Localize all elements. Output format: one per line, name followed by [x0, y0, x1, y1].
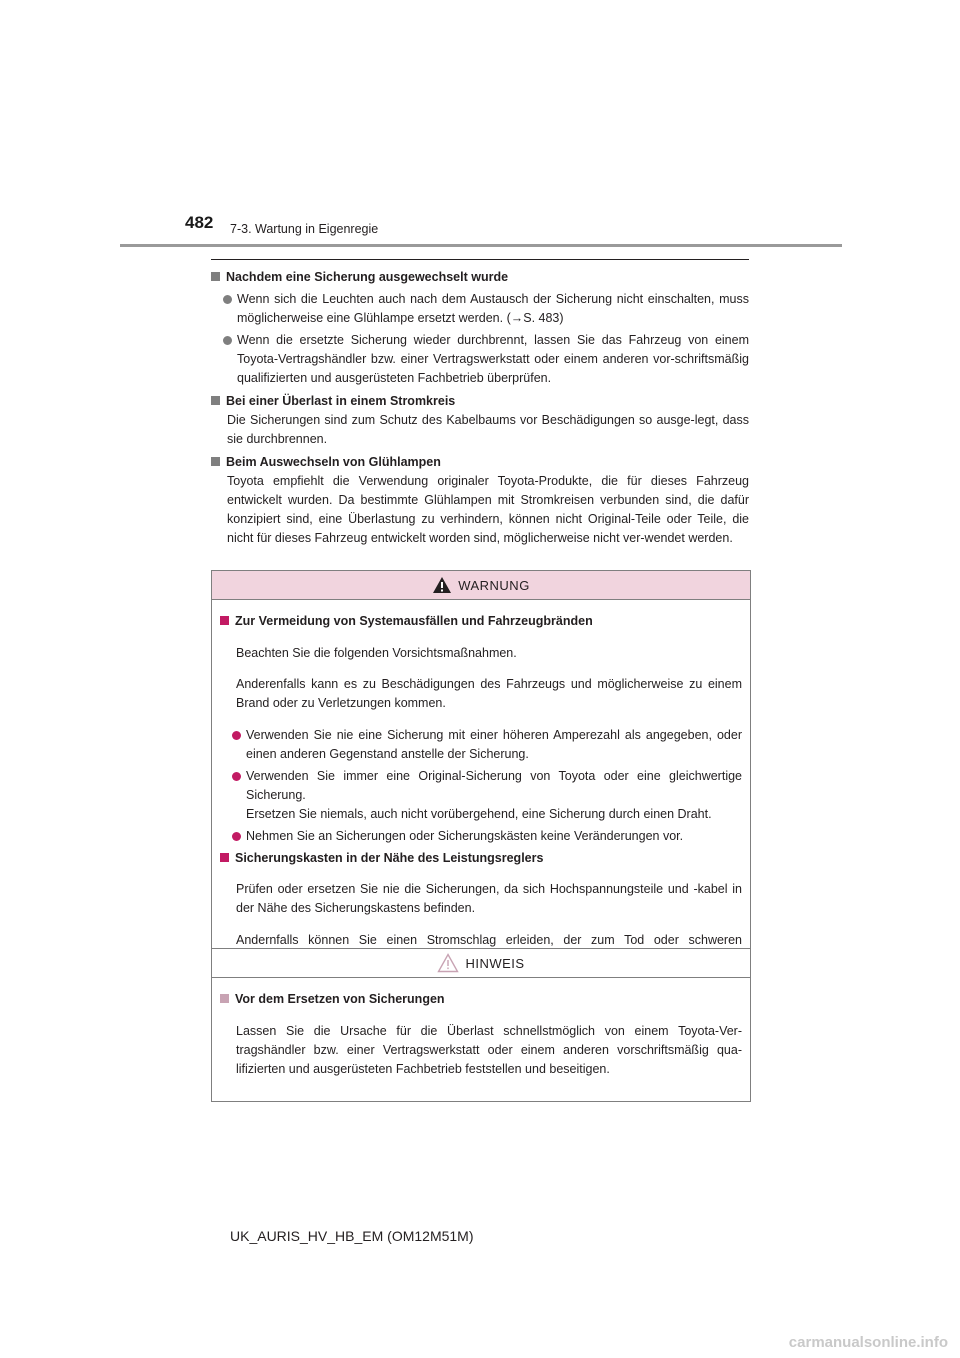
- square-bullet-icon: [211, 272, 220, 281]
- round-bullet-icon: [232, 731, 241, 740]
- square-bullet-icon: [220, 853, 229, 862]
- warning-body: [212, 600, 750, 991]
- section-heading: Bei einer Überlast in einem Stromkreis: [211, 392, 749, 411]
- warning-box: [211, 570, 751, 992]
- main-content: [211, 268, 749, 552]
- square-bullet-icon: [220, 616, 229, 625]
- header-rule: [120, 244, 842, 247]
- round-bullet-icon: [223, 295, 232, 304]
- section-text: Toyota empfiehlt die Verwendung originaler Toyota-Produkte, die für dieses Fahrzeug entwickelt wurden. Da bestimmte Glühlampen mit Stromkreisen verbunden sind, die dafür konzipiert sind, eine Überlastung zu verhindern, können nicht Original-Teile oder Teile, die nicht für dieses Fahrzeug entwickelt worden sind, möglicherweise nicht ver-wendet werden.: [227, 474, 749, 545]
- notice-box: [211, 948, 751, 1102]
- section-text: Die Sicherungen sind zum Schutz des Kabelbaums vor Beschädigungen so ausge-legt, dass sie durchbrennen.: [227, 413, 749, 446]
- warning-heading: Zur Vermeidung von Systemausfällen und Fahrzeugbränden: [220, 612, 742, 631]
- warning-triangle-icon: [432, 576, 452, 594]
- list-item: Wenn die ersetzte Sicherung wieder durchbrennt, lassen Sie das Fahrzeug von einem Toyota-Vertragshändler bzw. einer Vertragswerkstatt oder einem anderen vor-schriftsmäßig qualifizierten und ausgerüsteten Fachbetrieb überprüfen.: [211, 331, 749, 388]
- section-heading: Nachdem eine Sicherung ausgewechselt wurde: [211, 268, 749, 287]
- warning-text: Andernfalls können Sie einen Stromschlag erleiden, der zum Tod oder schweren: [236, 932, 742, 947]
- watermark: carmanualsonline.info: [788, 1334, 948, 1351]
- round-bullet-icon: [232, 832, 241, 841]
- warning-header: [212, 571, 750, 600]
- notice-body: [212, 978, 750, 1101]
- section-fuse-replaced: [211, 268, 749, 388]
- list-item: Verwenden Sie nie eine Sicherung mit einer höheren Amperezahl als angegeben, oder einen anderen Gegenstand anstelle der Sicherung.: [220, 726, 742, 764]
- square-bullet-icon: [220, 994, 229, 1003]
- caution-triangle-icon: [437, 953, 459, 973]
- section-bulbs: [211, 453, 749, 548]
- list-item: Verwenden Sie immer eine Original-Sicherung von Toyota oder eine gleichwertige Sicherung. Ersetzen Sie niemals, auch nicht vorübergehend, eine Sicherung durch einen Draht.: [220, 767, 742, 824]
- footer-code: UK_AURIS_HV_HB_EM (OM12M51M): [230, 1228, 474, 1244]
- list-item: Nehmen Sie an Sicherungen oder Sicherungskästen keine Veränderungen vor.: [220, 827, 742, 846]
- warning-text: Beachten Sie die folgenden Vorsichtsmaßnahmen.: [236, 645, 517, 660]
- list-item: Wenn sich die Leuchten auch nach dem Austausch der Sicherung nicht einschalten, muss möglicherweise eine Glühlampe ersetzt werden. (→S. 483): [211, 290, 749, 328]
- notice-title: HINWEIS: [465, 955, 525, 971]
- notice-heading: Vor dem Ersetzen von Sicherungen: [220, 990, 742, 1009]
- notice-header: [212, 949, 750, 978]
- warning-text: Prüfen oder ersetzen Sie nie die Sicherungen, da sich Hochspannungsteile und -kabel in der Nähe des Sicherungskastens befinden.: [236, 882, 742, 915]
- notice-text: Lassen Sie die Ursache für die Überlast schnellstmöglich von einem Toyota-Ver-tragshändler bzw. einer Vertragswerkstatt oder einem anderen vorschriftsmäßig qua-lifizierten und ausgerüsteten Fachbetrieb feststellen und beseitigen.: [236, 1023, 742, 1076]
- section-overload: [211, 392, 749, 449]
- round-bullet-icon: [223, 336, 232, 345]
- warning-title: WARNUNG: [458, 577, 530, 593]
- section-title: 7-3. Wartung in Eigenregie: [230, 222, 379, 236]
- content-top-rule: [211, 259, 749, 260]
- round-bullet-icon: [232, 772, 241, 781]
- square-bullet-icon: [211, 457, 220, 466]
- page-number: 482: [185, 213, 214, 232]
- warning-text: Anderenfalls kann es zu Beschädigungen des Fahrzeugs und möglicherweise zu einem Brand oder zu Verletzungen kommen.: [236, 677, 742, 710]
- section-heading: Beim Auswechseln von Glühlampen: [211, 453, 749, 472]
- square-bullet-icon: [211, 396, 220, 405]
- warning-heading: Sicherungskasten in der Nähe des Leistungsreglers: [220, 849, 742, 868]
